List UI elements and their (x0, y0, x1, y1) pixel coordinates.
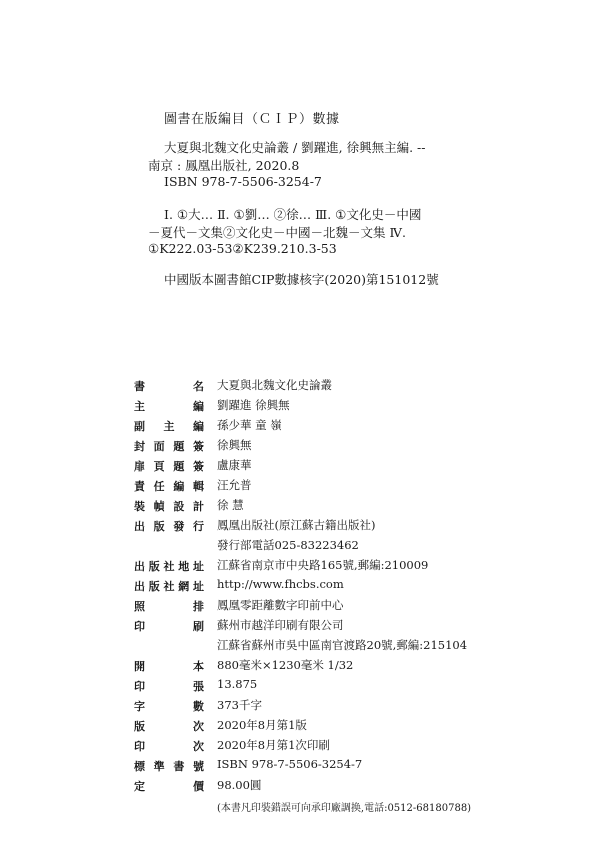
colophon-row (134, 756, 554, 776)
colophon-value: 鳳凰零距離數字印前中心 (217, 598, 344, 612)
colophon-row (134, 456, 554, 476)
colophon-label: 印 張 (134, 680, 204, 693)
colophon-label: 副 主 編 (134, 420, 204, 433)
colophon-label: 出 版 發 行 (134, 520, 204, 533)
colophon-value: http://www.fhcbs.com (217, 577, 344, 591)
colophon-row (134, 516, 554, 536)
colophon-value: 發行部電話025-83223462 (217, 538, 359, 552)
colophon-value: 孫少華 童 嶺 (217, 418, 282, 432)
colophon-value: 劉躍進 徐興無 (217, 398, 290, 412)
colophon-label: 主 編 (134, 400, 204, 413)
colophon-label: 版 次 (134, 720, 204, 733)
colophon-label: 書 名 (134, 380, 204, 393)
colophon-value: 13.875 (217, 677, 258, 691)
colophon-row (134, 676, 554, 696)
colophon-label: 定 價 (134, 780, 204, 793)
colophon-value: 880毫米×1230毫米 1/32 (217, 658, 354, 672)
colophon-row (134, 416, 554, 436)
colophon-value: 蘇州市越洋印刷有限公司 (217, 618, 344, 632)
colophon-value: 2020年8月第1次印刷 (217, 738, 330, 752)
cip-line: Ⅰ. ①大… Ⅱ. ①劉… ②徐… Ⅲ. ①文化史－中國 (164, 207, 422, 222)
colophon-row (134, 496, 554, 516)
colophon-row (134, 536, 554, 556)
colophon-label: 扉 頁 題 簽 (134, 460, 204, 473)
colophon-value: 2020年8月第1版 (217, 718, 307, 732)
colophon-value: 98.00圓 (217, 778, 262, 792)
colophon-label: 印 次 (134, 740, 204, 753)
colophon-value: 鳳凰出版社(原江蘇古籍出版社) (217, 518, 376, 532)
cip-line: ISBN 978-7-5506-3254-7 (164, 174, 322, 189)
colophon-label: 印 刷 (134, 620, 204, 633)
colophon-row (134, 596, 554, 616)
colophon-label: 出 版 社 地 址 (134, 560, 204, 573)
cip-line: ①K222.03-53②K239.210.3-53 (148, 241, 337, 256)
colophon-footnote: (本書凡印裝錯誤可向承印廠調换,電話:0512-68180788) (217, 803, 472, 814)
colophon-label: 封 面 題 簽 (134, 440, 204, 453)
cip-line: 大夏與北魏文化史論叢 / 劉躍進, 徐興無主編. -- (164, 140, 426, 155)
colophon-value: 盧康華 (217, 458, 252, 472)
cip-line: －夏代－文集②文化史－中國－北魏－文集 Ⅳ. (148, 225, 406, 240)
colophon-footnote-row (134, 796, 554, 816)
colophon-row (134, 656, 554, 676)
colophon-value: 373千字 (217, 698, 262, 712)
cip-line: 南京 : 鳳凰出版社, 2020.8 (148, 158, 300, 173)
colophon-row (134, 616, 554, 636)
colophon-row (134, 636, 554, 656)
colophon-value: 徐興無 (217, 438, 252, 452)
colophon-row (134, 736, 554, 756)
colophon-label: 標 準 書 號 (134, 760, 204, 773)
colophon-row (134, 556, 554, 576)
colophon-row (134, 576, 554, 596)
colophon-label: 字 數 (134, 700, 204, 713)
colophon-value: 江蘇省南京市中央路165號,郵編:210009 (217, 558, 429, 572)
cip-data-number: 中國版本圖書館CIP數據核字(2020)第151012號 (164, 272, 439, 287)
colophon-row (134, 716, 554, 736)
colophon-value: ISBN 978-7-5506-3254-7 (217, 757, 363, 771)
colophon-value: 大夏與北魏文化史論叢 (217, 378, 332, 392)
colophon-label: 照 排 (134, 600, 204, 613)
colophon-row (134, 476, 554, 496)
colophon-label: 開 本 (134, 660, 204, 673)
colophon-label: 責 任 編 輯 (134, 480, 204, 493)
colophon-row (134, 776, 554, 796)
colophon-row (134, 696, 554, 716)
colophon-row (134, 396, 554, 416)
colophon-row (134, 376, 554, 396)
colophon-value: 徐 慧 (217, 498, 244, 512)
colophon-row (134, 436, 554, 456)
cip-title: 圖書在版編目（ＣＩＰ）數據 (164, 112, 340, 127)
colophon-label: 出 版 社 網 址 (134, 580, 204, 593)
colophon-table (134, 376, 554, 816)
colophon-value: 汪允普 (217, 478, 252, 492)
colophon-value: 江蘇省蘇州市吳中區南官渡路20號,郵編:215104 (217, 638, 468, 652)
colophon-label: 裝 幀 設 計 (134, 500, 204, 513)
